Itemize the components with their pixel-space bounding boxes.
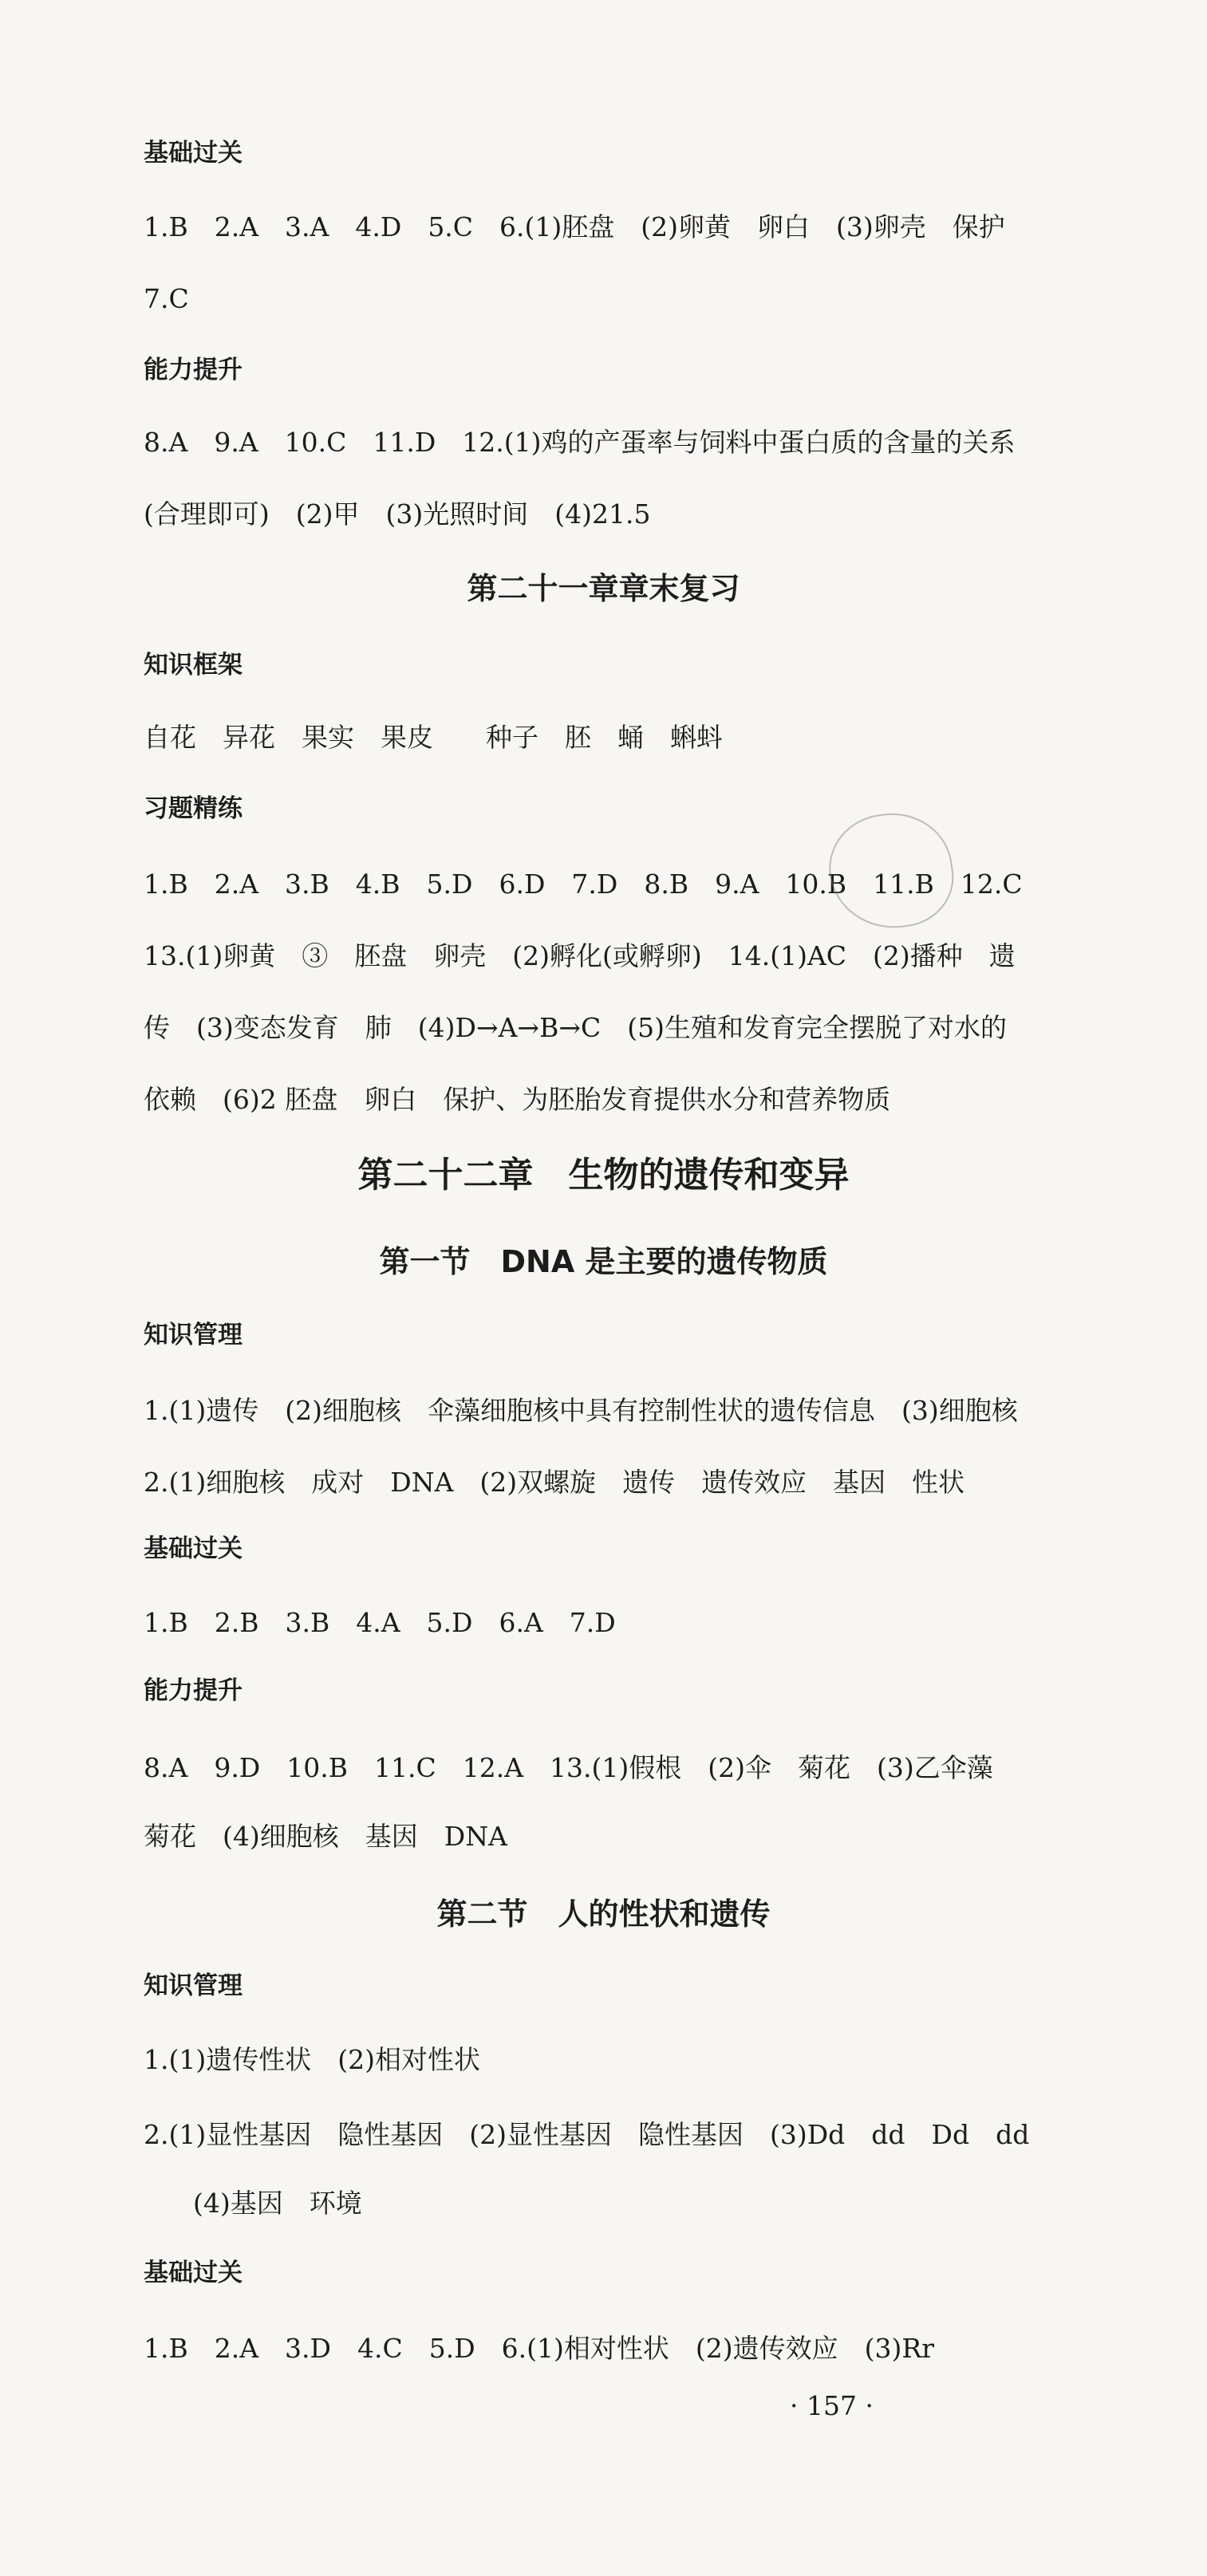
section-heading: 基础过关 xyxy=(144,1534,243,1563)
answer-line: 8.A 9.D 10.B 11.C 12.A 13.(1)假根 (2)伞 菊花 (3)乙伞藻 xyxy=(144,1752,993,1783)
section-heading: 基础过关 xyxy=(144,139,243,167)
section-title: 第二节 人的性状和遗传 xyxy=(436,1897,771,1932)
answer-line: 1.(1)遗传 (2)细胞核 伞藻细胞核中具有控制性状的遗传信息 (3)细胞核 xyxy=(144,1395,1018,1426)
answer-line: 1.(1)遗传性状 (2)相对性状 xyxy=(144,2044,480,2075)
answer-line: 8.A 9.A 10.C 11.D 12.(1)鸡的产蛋率与饲料中蛋白质的含量的关系 xyxy=(144,427,1016,458)
section-heading: 基础过关 xyxy=(144,2259,243,2287)
answer-line: 13.(1)卵黄 ③ 胚盘 卵壳 (2)孵化(或孵卵) 14.(1)AC (2)播种 遗 xyxy=(144,940,1016,971)
section-heading: 知识框架 xyxy=(144,651,243,679)
answer-line: (4)基因 环境 xyxy=(193,2188,362,2219)
answer-line: 2.(1)显性基因 隐性基因 (2)显性基因 隐性基因 (3)Dd dd Dd dd xyxy=(144,2119,1030,2150)
section-heading: 能力提升 xyxy=(144,1676,243,1705)
answer-line: (合理即可) (2)甲 (3)光照时间 (4)21.5 xyxy=(144,498,651,530)
answer-line: 2.(1)细胞核 成对 DNA (2)双螺旋 遗传 遗传效应 基因 性状 xyxy=(144,1467,965,1498)
section-heading: 知识管理 xyxy=(144,1321,243,1349)
answer-line: 1.B 2.A 3.D 4.C 5.D 6.(1)相对性状 (2)遗传效应 (3)Rr xyxy=(144,2333,935,2364)
answer-line: 传 (3)变态发育 肺 (4)D→A→B→C (5)生殖和发育完全摆脱了对水的 xyxy=(144,1012,1007,1043)
answer-line: 自花 异花 果实 果皮 种子 胚 蛹 蝌蚪 xyxy=(144,722,723,753)
answer-line: 1.B 2.B 3.B 4.A 5.D 6.A 7.D xyxy=(144,1607,616,1638)
section-heading: 知识管理 xyxy=(144,1971,243,2000)
review-title: 第二十一章章末复习 xyxy=(467,571,740,606)
section-title: 第一节 DNA 是主要的遗传物质 xyxy=(379,1244,828,1279)
answer-line: 依赖 (6)2 胚盘 卵白 保护、为胚胎发育提供水分和营养物质 xyxy=(144,1084,891,1115)
answer-line: 菊花 (4)细胞核 基因 DNA xyxy=(144,1821,507,1852)
answer-line: 7.C xyxy=(144,283,189,314)
stamp-mark xyxy=(822,805,960,936)
answer-line: 1.B 2.A 3.B 4.B 5.D 6.D 7.D 8.B 9.A 10.B 11.B 12.C xyxy=(144,869,1023,900)
page-number: · 157 · xyxy=(790,2390,874,2421)
chapter-title: 第二十二章 生物的遗传和变异 xyxy=(357,1155,850,1195)
section-heading: 能力提升 xyxy=(144,356,243,384)
answer-line: 1.B 2.A 3.A 4.D 5.C 6.(1)胚盘 (2)卵黄 卵白 (3)卵壳 保护 xyxy=(144,211,1005,242)
section-heading: 习题精练 xyxy=(144,794,243,823)
